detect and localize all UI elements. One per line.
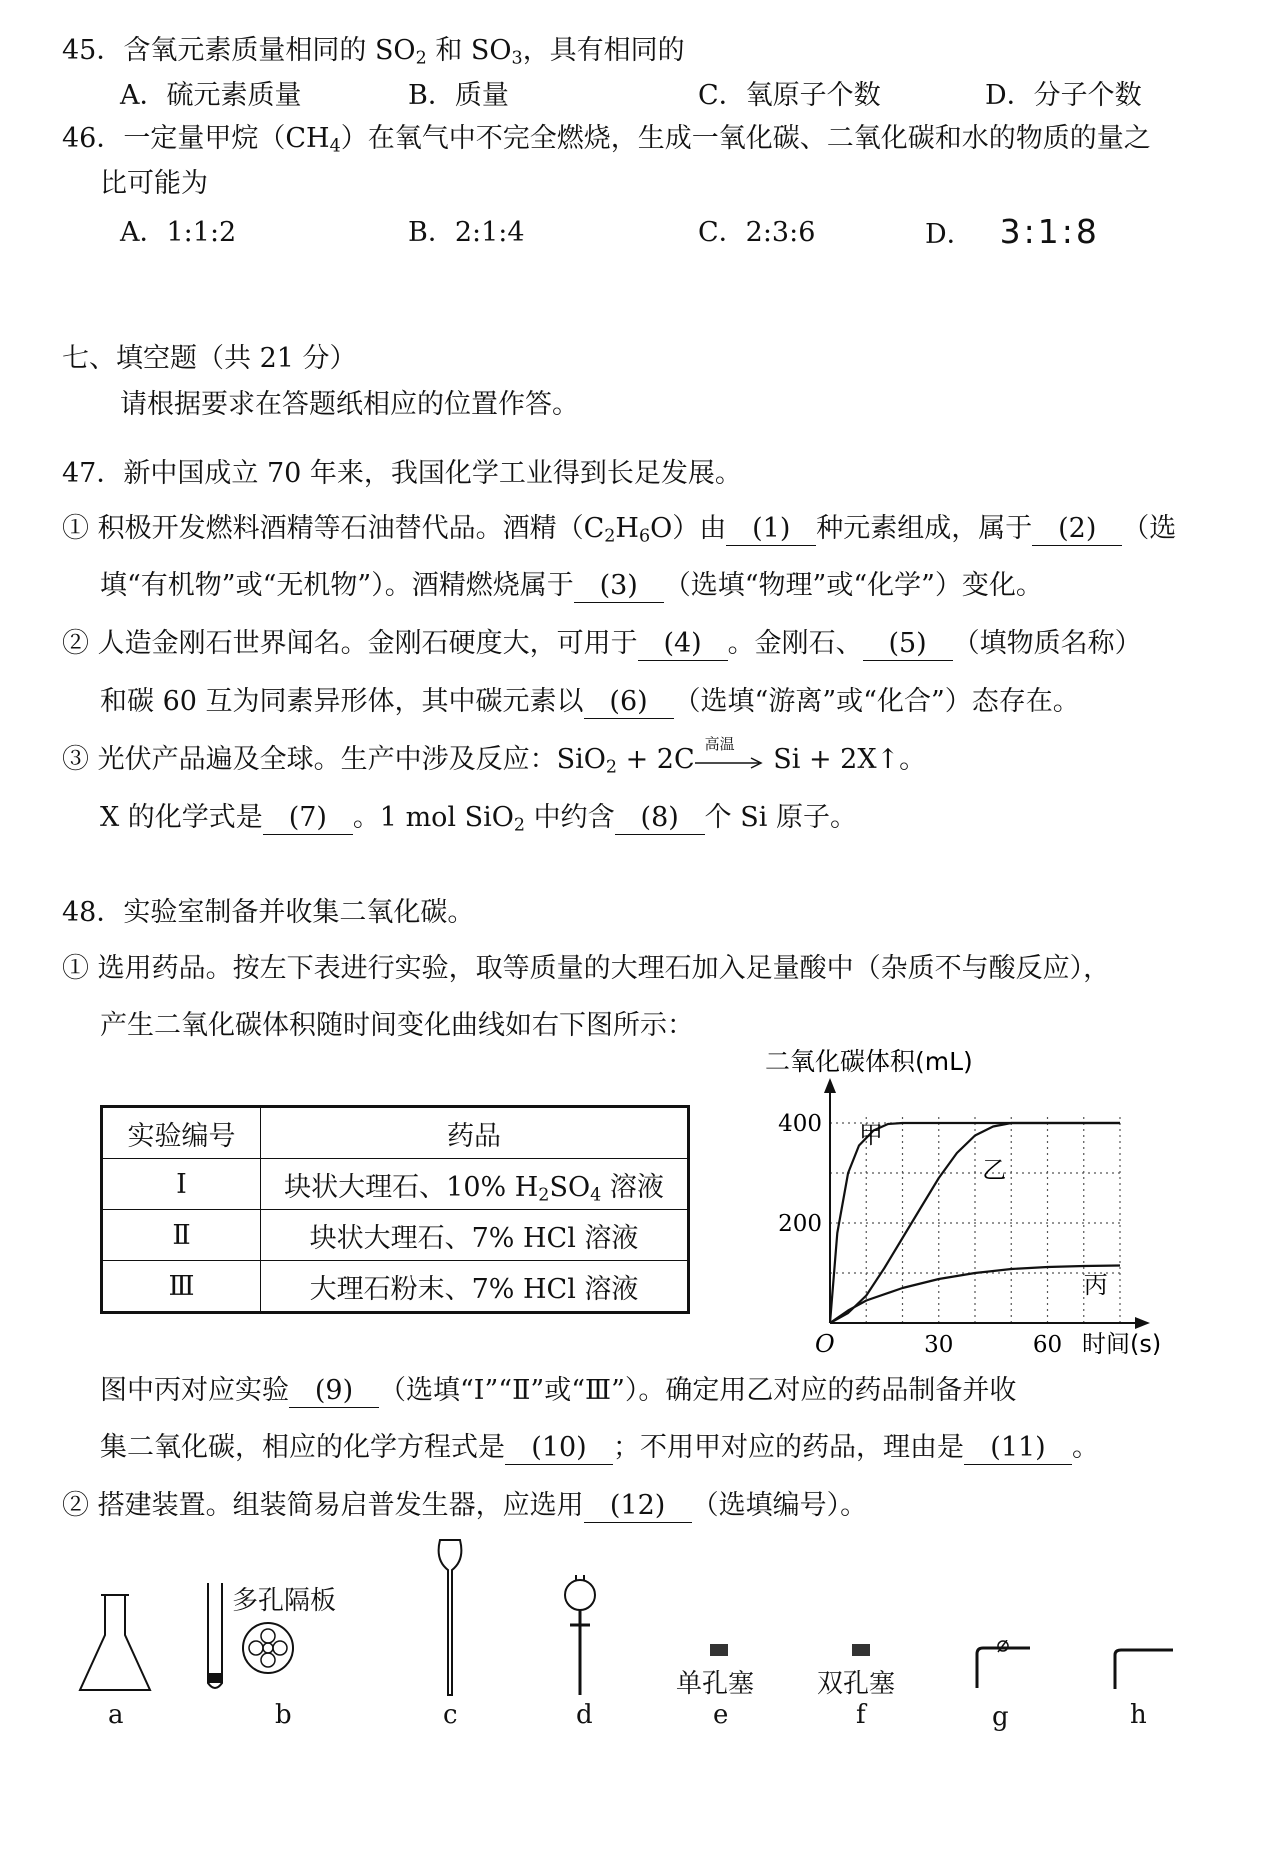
chart-title: 二氧化碳体积(mL) [765,1047,973,1076]
q48-stem: 48．实验室制备并收集二氧化碳。 [62,897,475,928]
series-label: 丙 [1083,1271,1108,1299]
x-tick-label: 60 [1032,1332,1063,1358]
q48-part1-line1: ① 选用药品。按左下表进行实验，取等质量的大理石加入足量酸中（杂质不与酸反应）， [62,953,1111,984]
table-row [102,1210,689,1261]
y-tick-label: 400 [778,1111,822,1137]
single-hole-stopper-e [708,1642,732,1660]
experiment-drug: 块状大理石、10% $H_2SO_4$ 溶液 [261,1159,689,1210]
x-axis-label: 时间(s) [1082,1330,1162,1358]
q47-part2-line2: 和碳 60 互为同素异形体，其中碳元素以 (6) （选填“游离”或“化合”）态存在。 [100,686,1080,719]
answer-blank-1[interactable]: (1) [726,513,816,546]
experiment-id: Ⅲ [102,1261,261,1313]
series-label: 乙 [982,1156,1007,1184]
q47-part3-line1: ③ 光伏产品遍及全球。生产中涉及反应：SiO$_2$ + 2C 高温 Si + 2X↑。 [62,734,927,778]
q46-option-c: C．2:3:6 [698,217,816,248]
q47-part1-line2: 填“有机物”或“无机物”）。酒精燃烧属于 (3) （选填“物理”或“化学”）变化。 [100,570,1043,603]
q48-part2-line1: ② 搭建装置。组装简易启普发生器，应选用 (12) （选填编号）。 [62,1490,867,1523]
table-row [102,1159,689,1210]
answer-blank-8[interactable]: (8) [615,802,705,835]
reaction-condition: 高温 [704,734,735,753]
q48-part1-line4: 集二氧化碳，相应的化学方程式是 (10) ；不用甲对应的药品，理由是 (11) 。 [100,1432,1099,1465]
porous-plate-label: 多孔隔板 [232,1586,337,1616]
q46-option-b: B．2:1:4 [408,217,525,248]
double-stopper-label: 双孔塞 [817,1669,896,1699]
q48-part1-line3: 图中丙对应实验 (9) （选填“Ⅰ”“Ⅱ”或“Ⅲ”）。确定用乙对应的药品制备并收 [100,1375,1016,1408]
glass-tube-with-clip-g [965,1640,1035,1690]
table-header-row [102,1107,689,1159]
glass-tube-h [1105,1645,1175,1690]
q45-option-c: C．氧原子个数 [698,80,881,111]
answer-blank-10[interactable]: (10) [505,1432,613,1465]
q46-option-d-value: 3:1:8 [999,212,1100,251]
answer-blank-3[interactable]: (3) [574,570,664,603]
table-header: 药品 [261,1107,689,1159]
table-header: 实验编号 [102,1107,261,1159]
q47-stem: 47．新中国成立 70 年来，我国化学工业得到长足发展。 [62,458,742,489]
experiment-table [100,1105,690,1314]
answer-blank-5[interactable]: (5) [863,628,953,661]
answer-blank-11[interactable]: (11) [964,1432,1072,1465]
q46-stem-line1: 46．一定量甲烷$(CH_4)$在氧气中不完全燃烧，生成一氧化碳、二氧化碳和水的物质的量之 [62,123,1151,157]
experiment-id: Ⅱ [102,1210,261,1261]
q47-part3-line2: X 的化学式是 (7) 。1 mol SiO$_2$ 中约含 (8) 个 Si 原子。 [100,802,857,836]
label-b: b [275,1700,292,1730]
label-c: c [443,1700,458,1730]
section-title: 七、填空题（共 21 分） [62,343,357,374]
label-g: g [992,1702,1009,1732]
x-tick-label: 30 [924,1332,954,1358]
q46-stem-line2: 比可能为 [100,168,208,199]
table-row [102,1261,689,1313]
origin-label: O [815,1330,835,1358]
answer-blank-2[interactable]: (2) [1032,513,1122,546]
q47-part2-line1: ② 人造金刚石世界闻名。金刚石硬度大，可用于 (4) 。金刚石、 (5) （填物质名称） [62,628,1142,661]
answer-blank-9[interactable]: (9) [289,1375,379,1408]
series-label: 甲 [859,1121,883,1149]
answer-blank-7[interactable]: (7) [263,802,353,835]
co2-volume-chart [760,1045,1190,1365]
experiment-drug: 块状大理石、7% HCl 溶液 [261,1210,689,1261]
double-hole-stopper-f [850,1642,874,1660]
q45-option-a: A．硫元素质量 [120,80,302,111]
experiment-id: Ⅰ [102,1159,261,1210]
experiment-drug: 大理石粉末、7% HCl 溶液 [261,1261,689,1313]
section-instruction: 请根据要求在答题纸相应的位置作答。 [120,389,579,420]
label-h: h [1130,1700,1147,1730]
conical-flask-a [75,1590,155,1700]
q47-part1-line1: ① 积极开发燃料酒精等石油替代品。酒精$(C_2H_6O)$由 (1) 种元素组成，属于 (2) （选 [62,513,1177,547]
x-axis-arrow [1135,1317,1150,1329]
label-f: f [856,1700,866,1730]
label-a: a [108,1700,124,1730]
separating-funnel-d [560,1570,600,1700]
answer-blank-4[interactable]: (4) [638,628,728,661]
q45-stem: 45．含氧元素质量相同的 $SO_2$ 和 $SO_3$，具有相同的 [62,35,685,69]
label-d: d [576,1700,593,1730]
y-axis-arrow [824,1078,836,1093]
label-e: e [713,1700,729,1730]
q46-option-a: A．1:1:2 [120,217,237,248]
q45-option-b: B．质量 [408,80,509,111]
q45-option-d: D．分子个数 [985,80,1142,111]
y-tick-label: 200 [778,1211,822,1237]
answer-blank-6[interactable]: (6) [584,686,674,719]
q48-part1-line2: 产生二氧化碳体积随时间变化曲线如右下图所示： [100,1010,694,1041]
single-stopper-label: 单孔塞 [676,1669,755,1699]
q46-option-d: D． 3:1:8 [925,212,1100,251]
long-neck-funnel-c [430,1535,470,1700]
answer-blank-12[interactable]: (12) [584,1490,692,1523]
reaction-arrow [695,734,765,771]
